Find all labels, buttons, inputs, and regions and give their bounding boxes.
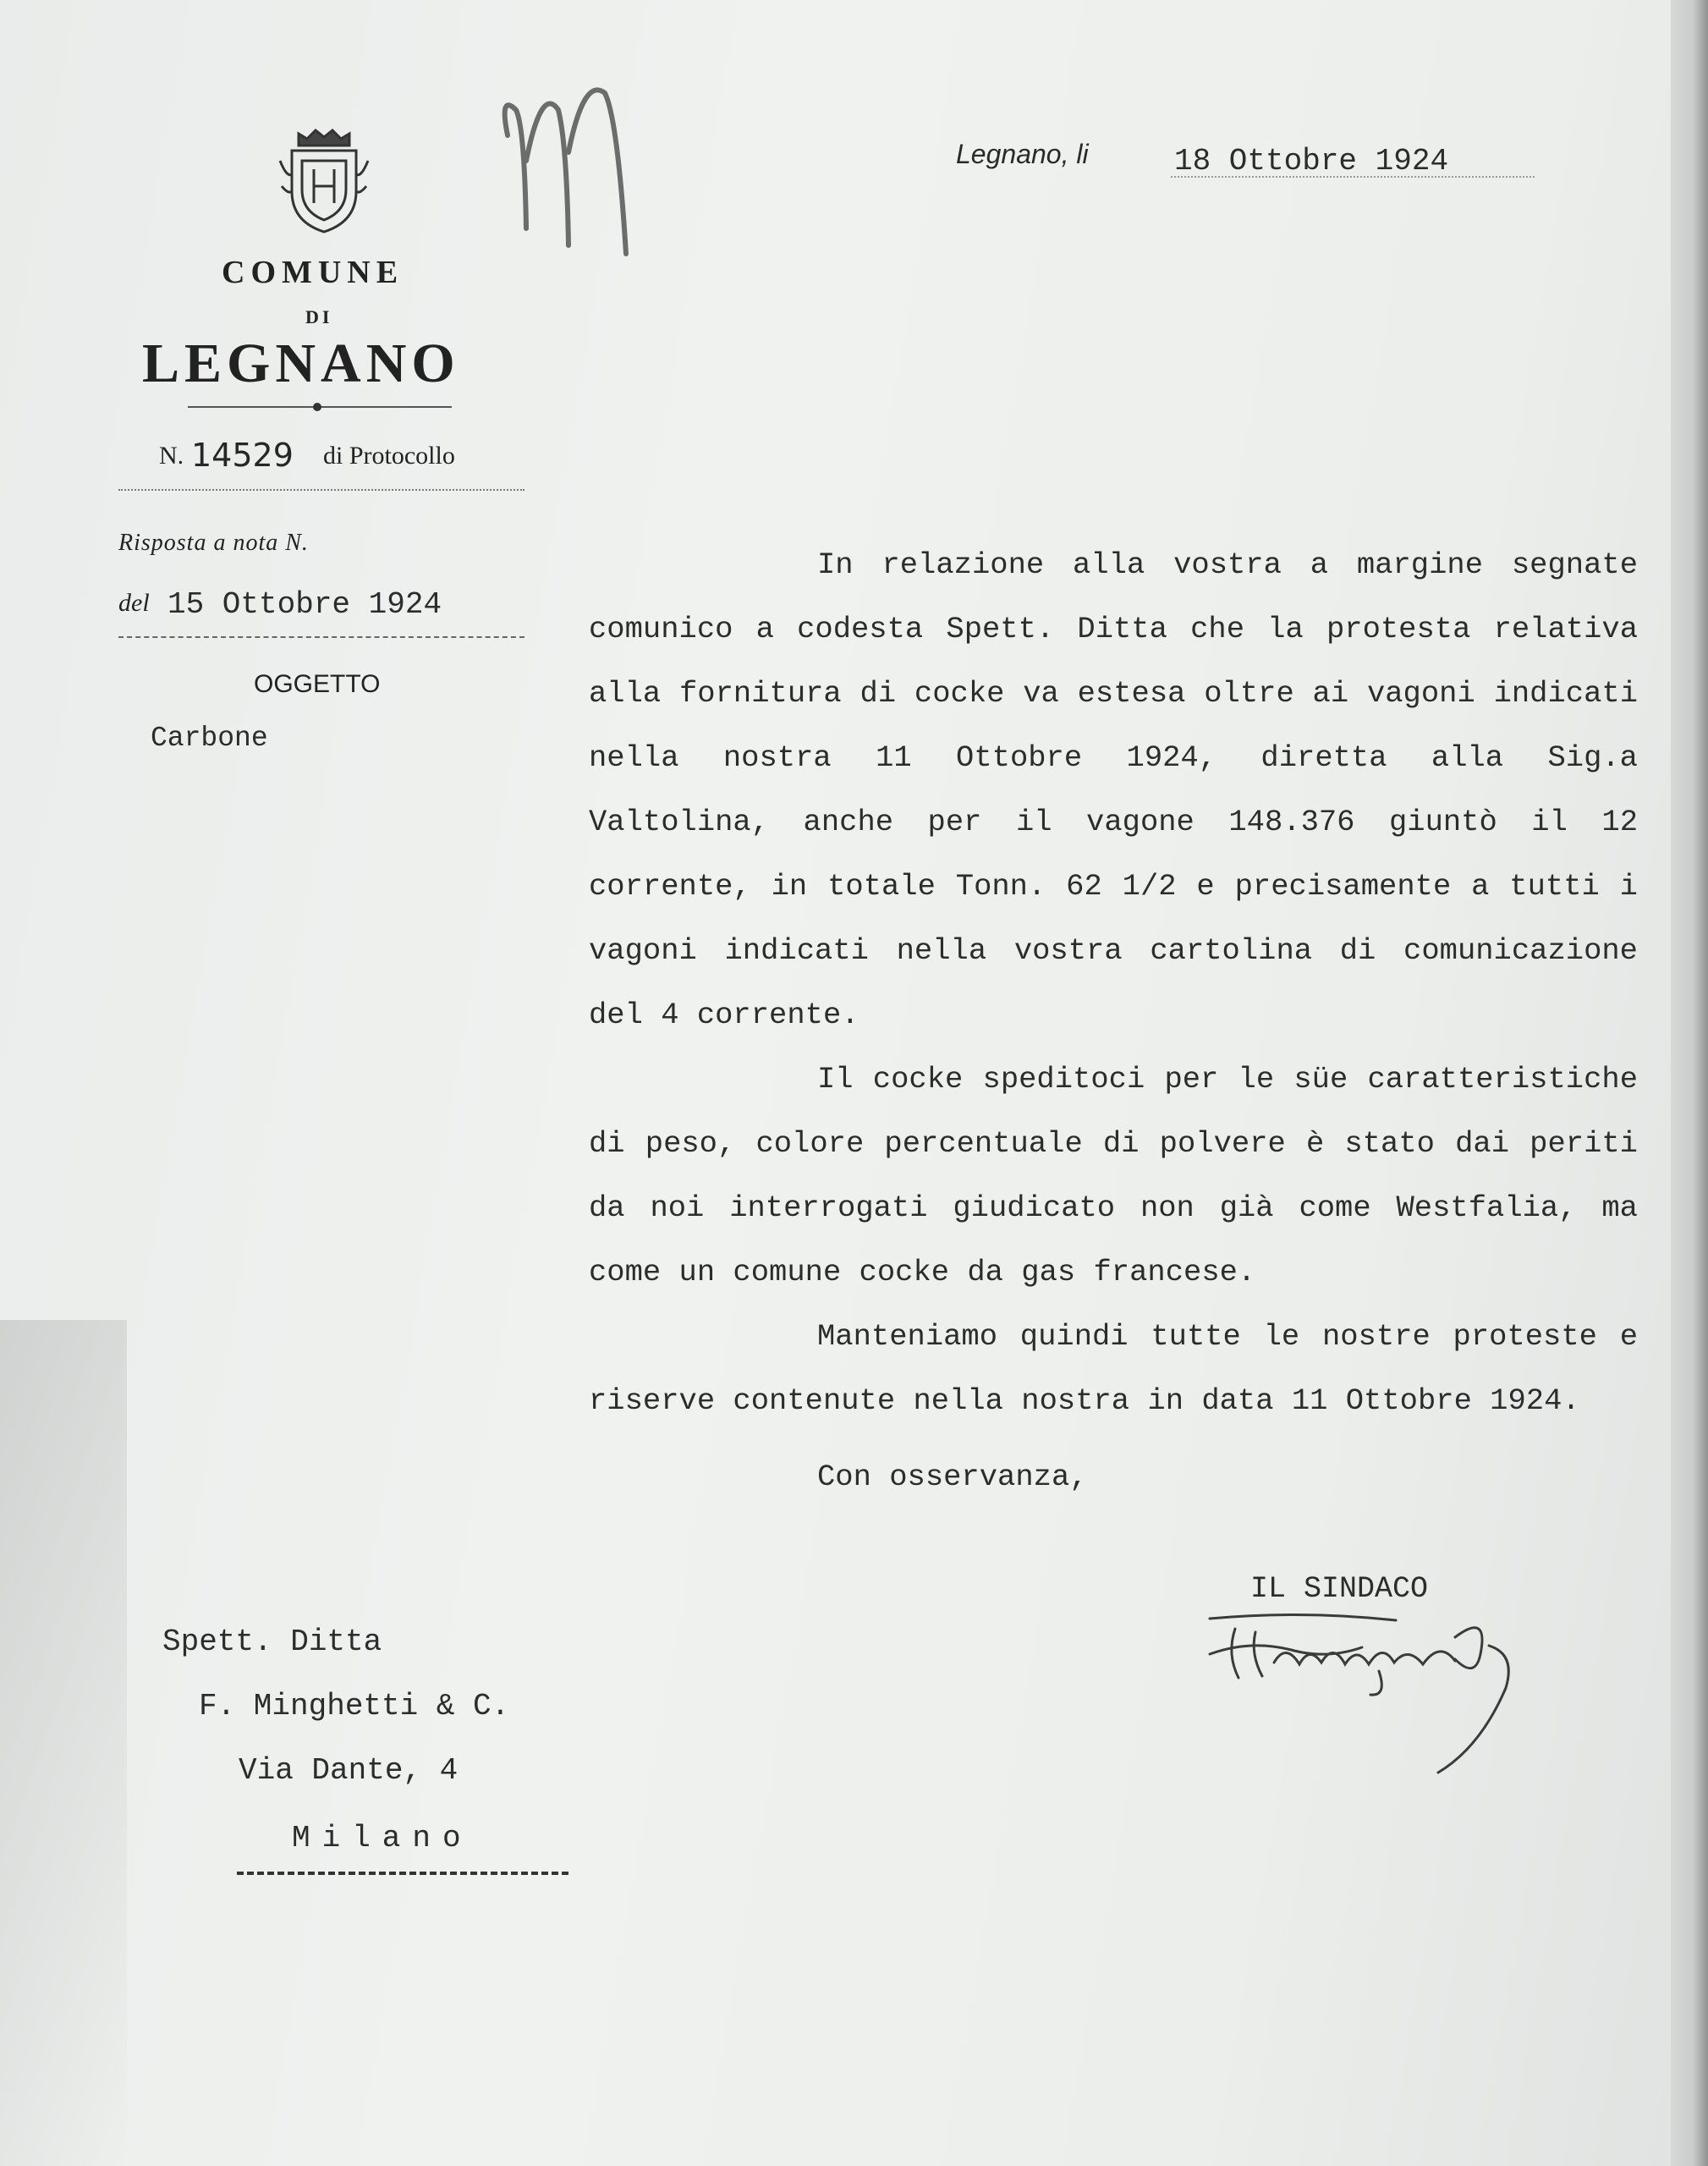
reply-date: 15 Ottobre 1924: [168, 587, 442, 622]
date-label: Legnano, li: [956, 139, 1089, 169]
date-rule: [1171, 176, 1535, 178]
letterhead-town: LEGNANO: [142, 333, 460, 394]
subject-label: OGGETTO: [254, 670, 381, 698]
protocol-number: 14529: [191, 437, 294, 474]
protocol-rule: [118, 489, 524, 491]
reply-rule: [118, 636, 524, 638]
body-paragraph-3: Manteniamo quindi tutte le nostre proteste e riserve contenute nella nostra in data 11 Ottobre 1924.: [589, 1319, 1638, 1418]
letter-date: 18 Ottobre 1924: [1174, 144, 1449, 179]
letterhead-divider-dot: [313, 403, 321, 411]
letterhead-di: DI: [305, 306, 333, 327]
closing-line: Con osservanza,: [817, 1460, 1088, 1494]
subject-value: Carbone: [151, 723, 268, 754]
body-paragraph-1: In relazione alla vostra a margine segnate comunico a codesta Spett. Ditta che la protesta relativa alla fornitura di cocke va estesa oltre ai vagoni indicati nella nostra 11 Ottobre 1924, diretta alla Sig.a Valtolina, anche per il vagone 148.376 giuntò il 12 corrente, in totale Tonn. 62 1/2 e precisamente a tutti i vagoni indicati nella vostra cartolina di comunicazione del 4 corrente.: [589, 547, 1638, 1032]
protocol-prefix: N.: [159, 442, 184, 470]
handwritten-mark-icon: [491, 59, 668, 271]
recipient-line-2: F. Minghetti & C.: [199, 1689, 510, 1723]
recipient-line-1: Spett. Ditta: [162, 1624, 382, 1659]
recipient-city: Milano: [292, 1821, 473, 1855]
letter-body: [589, 533, 1638, 1509]
recipient-line-3: Via Dante, 4: [239, 1753, 459, 1788]
body-paragraph-2: Il cocke speditoci per le süe caratteristiche di peso, colore percentuale di polvere è stato dai periti da noi interrogati giudicato non già come Westfalia, ma come un comune cocke da gas francese.: [589, 1062, 1638, 1289]
reply-date-label: del: [118, 589, 150, 617]
signature-title: IL SINDACO: [1250, 1572, 1429, 1606]
protocol-suffix: di Protocollo: [323, 442, 455, 470]
letterhead-comune: COMUNE: [222, 255, 404, 290]
paper-edge: [1671, 0, 1708, 2166]
paper-shadow: [0, 1320, 127, 2166]
signature-icon: [1201, 1595, 1582, 1781]
coat-of-arms-icon: [273, 127, 375, 237]
reply-label: Risposta a nota N.: [118, 530, 309, 556]
recipient-underline: [237, 1872, 568, 1875]
